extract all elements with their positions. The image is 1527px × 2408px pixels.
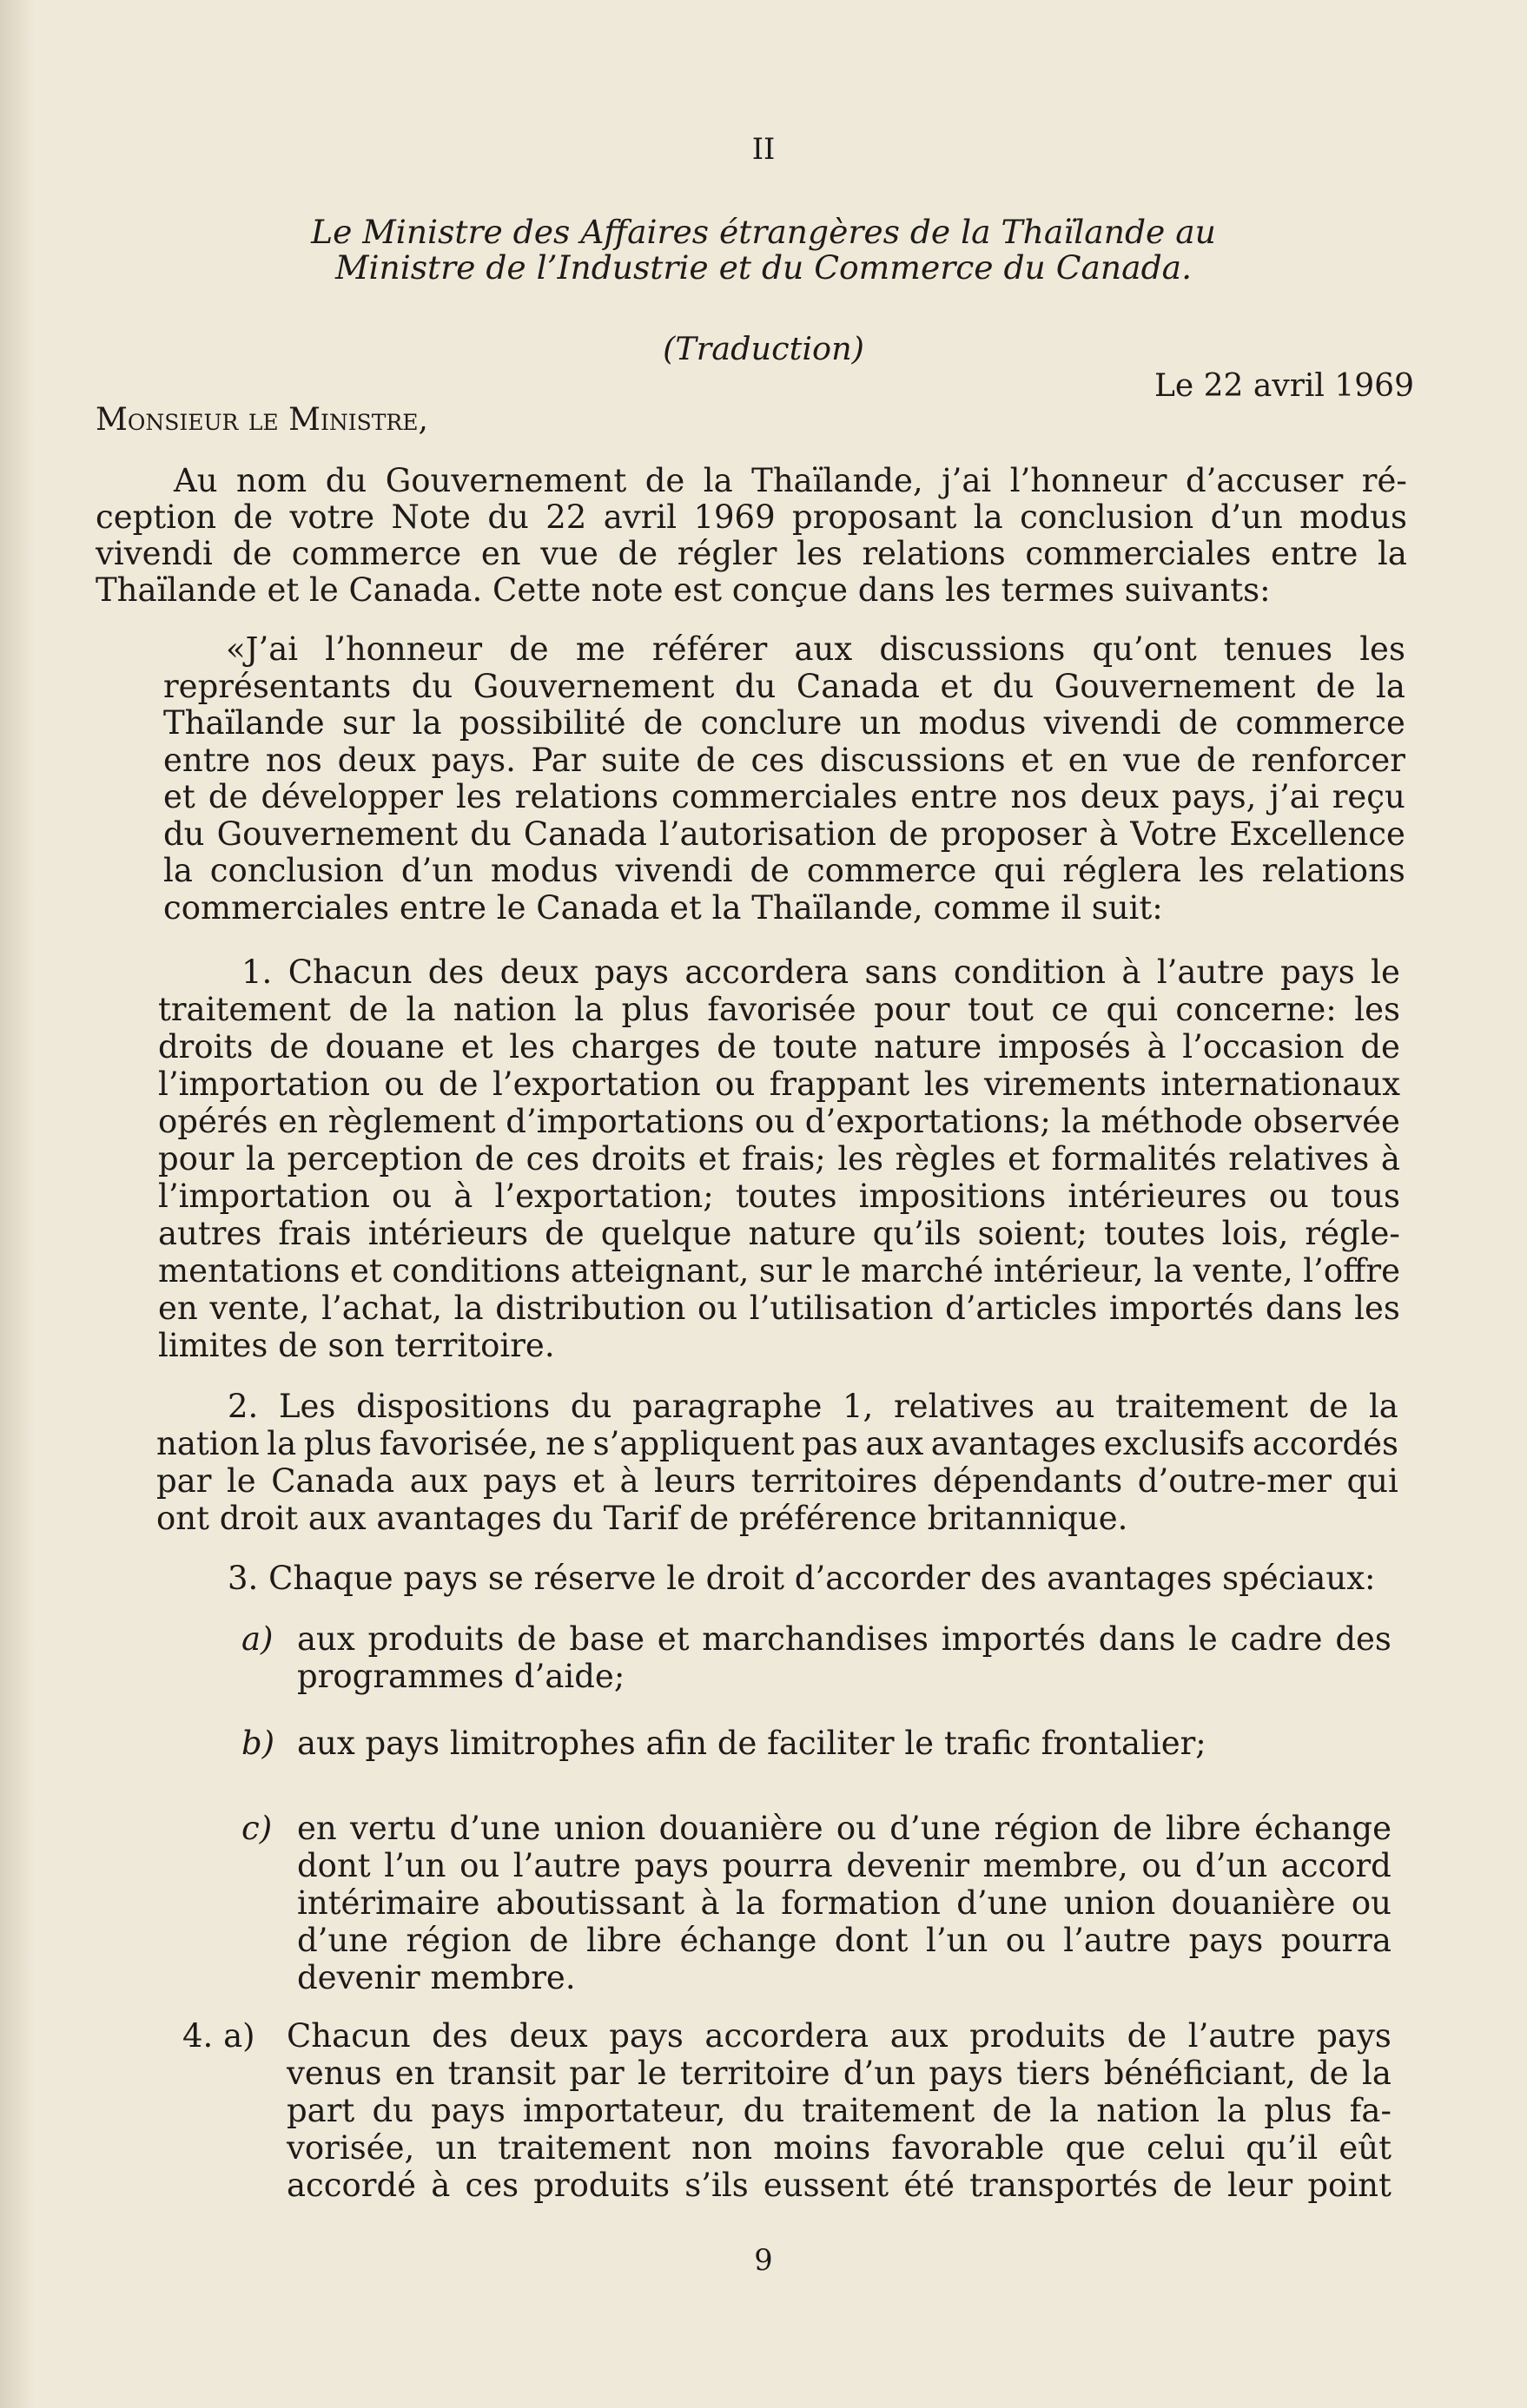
text-line: par le Canada aux pays et à leurs territoires dépendants d’outre-mer qui	[156, 1462, 1398, 1500]
text-line: la conclusion d’un modus vivendi de commerce qui réglera les relations	[163, 852, 1405, 889]
text-line: entre nos deux pays. Par suite de ces discussions et en vue de renforcer	[163, 741, 1405, 779]
text-line: part du pays importateur, du traitement de la nation la plus fa-	[287, 2092, 1391, 2129]
text-line: traitement de la nation la plus favorisée pour tout ce qui concerne: les	[158, 991, 1400, 1028]
text-line: 1. Chacun des deux pays accordera sans condition à l’autre pays le	[241, 953, 1400, 991]
translation-note: (Traduction)	[663, 330, 864, 367]
section-number: II	[751, 132, 776, 166]
text-line: du Gouvernement du Canada l’autorisation de proposer à Votre Excellence	[163, 815, 1405, 853]
paragraph-1	[158, 953, 1400, 1364]
text-line: nation la plus favorisée, ne s’appliquent pas aux avantages exclusifs accordés	[156, 1425, 1398, 1462]
text-line: vivendi de commerce en vue de régler les relations commerciales entre la	[96, 535, 1407, 572]
text-line: Chacun des deux pays accordera aux produits de l’autre pays	[287, 2017, 1391, 2055]
letter-title-line-2: Ministre de l’Industrie et du Commerce du Canada.	[334, 248, 1193, 287]
item-a-label: a)	[241, 1620, 274, 1658]
text-line: en vertu d’une union douanière ou d’une région de libre échange	[297, 1810, 1391, 1847]
text-line: aux produits de base et marchandises importés dans le cadre des	[297, 1620, 1391, 1658]
text-line: accordé à ces produits s’ils eussent été transportés de leur point	[287, 2167, 1391, 2204]
text-line: pour la perception de ces droits et frais; les règles et formalités relatives à	[158, 1140, 1400, 1178]
text-line: droits de douane et les charges de toute nature imposés à l’occasion de	[158, 1028, 1400, 1065]
text-line: intérimaire aboutissant à la formation d’une union douanière ou	[297, 1884, 1391, 1922]
item-c-text	[297, 1810, 1391, 1996]
item-a-text	[297, 1620, 1391, 1695]
item-b-label: b)	[241, 1725, 275, 1762]
item-c-label: c)	[241, 1810, 273, 1847]
text-line: venus en transit par le territoire d’un pays tiers bénéficiant, de la	[287, 2055, 1391, 2092]
text-line: commerciales entre le Canada et la Thaïlande, comme il suit:	[163, 888, 1163, 927]
text-line: et de développer les relations commerciales entre nos deux pays, j’ai reçu	[163, 778, 1405, 815]
paragraph-4-label: 4. a)	[182, 2017, 255, 2055]
text-line: limites de son territoire.	[158, 1327, 555, 1364]
letter-title-line-1: Le Ministre des Affaires étrangères de la Thaïlande au	[311, 213, 1216, 251]
text-line: devenir membre.	[297, 1959, 576, 1996]
text-line: dont l’un ou l’autre pays pourra devenir membre, ou d’un accord	[297, 1847, 1391, 1884]
text-line: autres frais intérieurs de quelque nature qu’ils soient; toutes lois, régle-	[158, 1215, 1400, 1252]
text-line: opérés en règlement d’importations ou d’exportations; la méthode observée	[158, 1103, 1400, 1140]
item-b-text: aux pays limitrophes afin de faciliter le trafic frontalier;	[297, 1725, 1206, 1762]
paragraph-4-text	[287, 2017, 1391, 2204]
text-line: l’importation ou à l’exportation; toutes impositions intérieures ou tous	[158, 1178, 1400, 1215]
text-line: «J’ai l’honneur de me référer aux discussions qu’ont tenues les	[226, 630, 1405, 668]
page-number: 9	[754, 2243, 773, 2277]
intro-paragraph	[96, 463, 1407, 609]
text-line: Thaïlande et le Canada. Cette note est conçue dans les termes suivants:	[96, 571, 1271, 609]
text-line: Au nom du Gouvernement de la Thaïlande, j’ai l’honneur d’accuser ré-	[174, 462, 1407, 499]
text-line: programmes d’aide;	[297, 1658, 625, 1695]
text-line: 2. Les dispositions du paragraphe 1, relatives au traitement de la	[228, 1388, 1398, 1425]
paragraph-3-intro: 3. Chaque pays se réserve le droit d’accorder des avantages spéciaux:	[228, 1560, 1376, 1597]
quoted-note-paragraph	[163, 631, 1405, 927]
text-line: d’une région de libre échange dont l’un ou l’autre pays pourra	[297, 1922, 1391, 1959]
letter-date: Le 22 avril 1969	[1154, 368, 1414, 404]
text-line: en vente, l’achat, la distribution ou l’utilisation d’articles importés dans les	[158, 1290, 1400, 1327]
salutation: Monsieur le Ministre,	[96, 402, 428, 438]
text-line: l’importation ou de l’exportation ou frappant les virements internationaux	[158, 1065, 1400, 1103]
paragraph-2	[156, 1388, 1398, 1537]
text-line: ont droit aux avantages du Tarif de préférence britannique.	[156, 1500, 1128, 1537]
text-line: représentants du Gouvernement du Canada et du Gouvernement de la	[163, 667, 1405, 705]
text-line: vorisée, un traitement non moins favorable que celui qu’il eût	[287, 2129, 1391, 2167]
text-line: Thaïlande sur la possibilité de conclure un modus vivendi de commerce	[163, 704, 1405, 742]
text-line: ception de votre Note du 22 avril 1969 proposant la conclusion d’un modus	[96, 498, 1407, 536]
text-line: mentations et conditions atteignant, sur le marché intérieur, la vente, l’offre	[158, 1252, 1400, 1290]
